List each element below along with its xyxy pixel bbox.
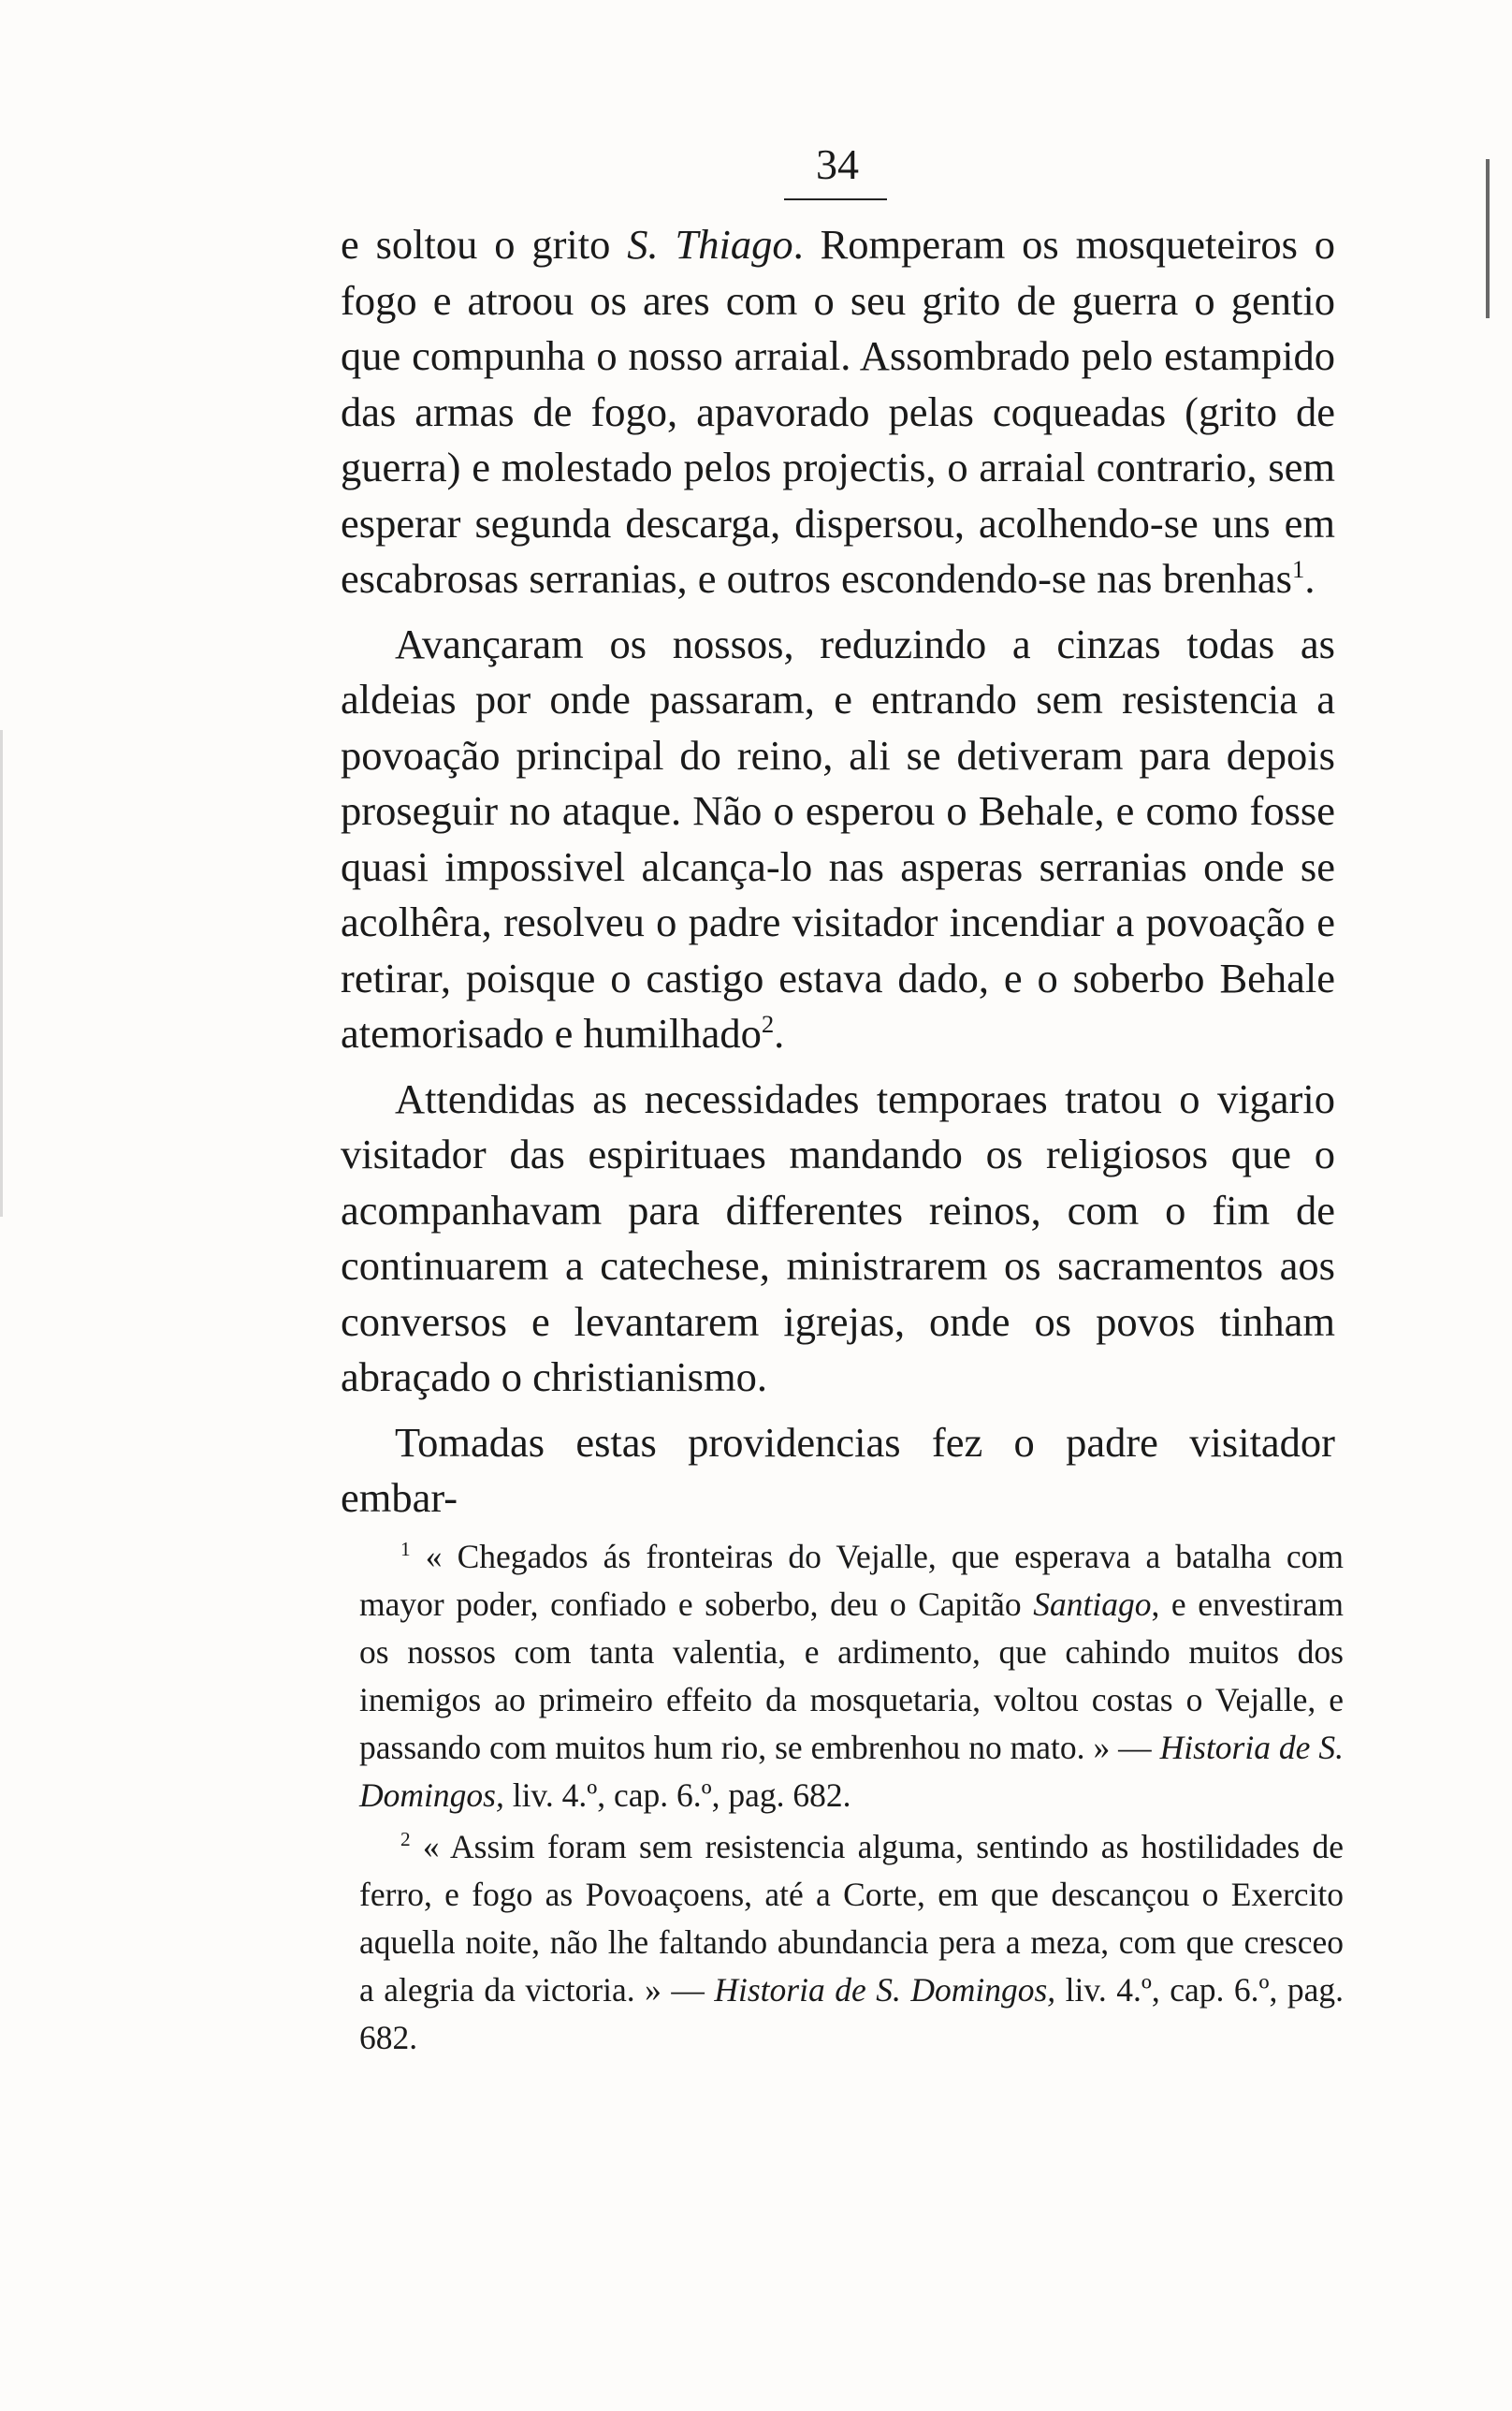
footnote — [359, 1533, 1344, 1819]
footnote-marker: 2 — [400, 1828, 411, 1851]
footnote-marker: 1 — [1291, 554, 1305, 583]
page-number: 34 — [816, 140, 859, 188]
text-segment: liv. 4.º, cap. 6.º, pag. 682. — [503, 1776, 851, 1814]
paragraph — [341, 217, 1335, 607]
paragraph — [341, 1415, 1335, 1527]
page-edge-shadow — [0, 730, 3, 1217]
italic-text: S. Thiago — [627, 221, 793, 268]
paragraph — [341, 617, 1335, 1062]
text-segment: . Romperam os mosqueteiros o fogo e atroou os ares com o seu grito de guerra o gentio que compunha o nosso arraial. Assombrado pelo estampido das armas de fogo, apavorado pelas coqueadas (grito de guerra) e molestado pelos projectis, o arraial contrario, sem esperar segunda descarga, dispersou, acolhendo-se uns em escabrosas serranias, e outros escondendo-se nas brenhas — [341, 221, 1335, 602]
text-segment: liv. 4.º, cap. 6.º, pag. 682. — [359, 1971, 1344, 2056]
page-edge-mark — [1486, 159, 1490, 318]
text-segment: « Assim foram sem resistencia alguma, sentindo as hostilidades de ferro, e fogo as Povoaçoens, até a Corte, em que descançou o Exercito aquella noite, não lhe faltando abundancia pera a meza, com que cresceo a alegria da victoria. » — — [359, 1828, 1344, 2009]
text-segment: « Chegados ás fronteiras do Vejalle, que esperava a batalha com mayor poder, confiado e soberbo, deu o Capitão — [359, 1538, 1344, 1623]
footnote-marker: 2 — [761, 1009, 775, 1038]
italic-text: Santiago — [1033, 1585, 1152, 1623]
text-segment: . — [774, 1010, 785, 1057]
footnotes — [359, 1533, 1344, 2062]
text-segment: , e envestiram os nossos com tanta valentia, e ardimento, que cahindo muitos dos inemigos ao primeiro effeito da mosquetaria, voltou costas o Vejalle, e passando com muitos hum rio, se embrenhou no mato. » — — [359, 1585, 1344, 1766]
footnote — [359, 1823, 1344, 2062]
text-segment: Tomadas estas providencias fez o padre visitador embar- — [341, 1418, 1335, 1521]
main-text — [341, 217, 1335, 1527]
page-number-rule — [784, 198, 887, 200]
italic-text: Historia de S. Domingos, — [714, 1971, 1056, 2009]
paragraph — [341, 1072, 1335, 1406]
footnote-marker: 1 — [400, 1538, 411, 1561]
italic-text: Historia de S. Domingos, — [359, 1729, 1345, 1814]
text-segment: Avançaram os nossos, reduzindo a cinzas todas as aldeias por onde passaram, e entrando sem resistencia a povoação principal do reino, ali se detiveram para depois proseguir no ataque. Não o esperou o Behale, e como fosse quasi impossivel alcança-lo nas asperas serranias onde se acolhêra, resolveu o padre visitador incendiar a povoação e retirar, poisque o castigo estava dado, e o soberbo Behale atemorisado e humilhado — [341, 620, 1335, 1057]
text-segment: Attendidas as necessidades temporaes tratou o vigario visitador das espirituaes mandando os religiosos que o acompanhavam para differentes reinos, com o fim de continuarem a catechese, ministrarem os sacramentos aos conversos e levantarem igrejas, onde os povos tinham abraçado o christianismo. — [341, 1074, 1335, 1400]
text-segment: . — [1304, 555, 1316, 602]
text-segment: e soltou o grito — [341, 221, 628, 268]
